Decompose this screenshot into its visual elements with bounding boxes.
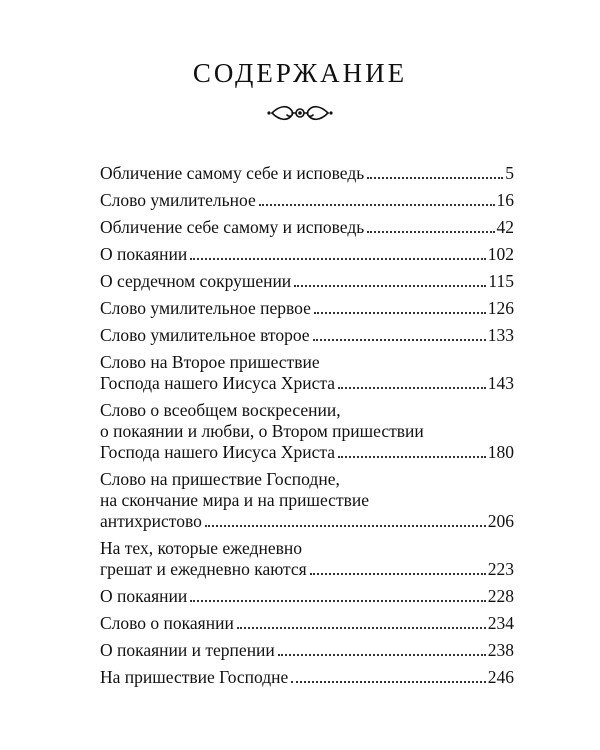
toc-entry-title-line: Обличение самому себе и исповедь: [100, 163, 365, 183]
toc-entry-last-line: [100, 442, 514, 463]
toc-entry-last-line: [100, 325, 514, 346]
dot-leader: [190, 600, 485, 602]
dot-leader: [237, 627, 486, 629]
toc-entry-page-number: 102: [487, 244, 514, 264]
toc-entry[interactable]: [100, 613, 514, 634]
toc-entry-title-line: Слово о всеобщем воскресении,: [100, 400, 341, 420]
toc-entry-page-number: 42: [496, 217, 514, 237]
toc-entry-last-line: [100, 559, 514, 580]
dot-leader: [205, 525, 486, 527]
toc-entry-last-line: [100, 613, 514, 634]
toc-entry-title-line: Слово умилительное: [100, 190, 256, 210]
dot-leader: [259, 204, 495, 206]
toc-entry-title-line: Слово умилительное первое: [100, 298, 311, 318]
dot-leader: [313, 339, 486, 341]
toc-entry-page-number: 223: [487, 559, 514, 579]
toc-entry-title-line: О покаянии и терпении: [100, 640, 275, 660]
toc-entry-page-number: 143: [487, 373, 514, 393]
toc-entry-title-line: антихристово: [100, 511, 202, 531]
toc-entry-page-number: 126: [487, 298, 514, 318]
toc-entry-page-number: 246: [487, 667, 514, 687]
toc-entry-title-line: о покаянии и любви, о Втором пришествии: [100, 421, 424, 441]
toc-entry[interactable]: [100, 586, 514, 607]
toc-entry-page-number: 228: [487, 586, 514, 606]
toc-entry-last-line: [100, 298, 514, 319]
toc-entry-last-line: [100, 373, 514, 394]
toc-entry-page-number: 115: [488, 271, 514, 291]
toc-entry-page-number: 180: [487, 442, 514, 462]
toc-entry-page-number: 238: [487, 640, 514, 660]
toc-entry-title-line: Обличение себе самому и исповедь: [100, 217, 365, 237]
dot-leader: [291, 681, 485, 683]
toc-entry-last-line: [100, 640, 514, 661]
dot-leader: [367, 231, 494, 233]
dot-leader: [190, 258, 485, 260]
toc-entry[interactable]: [100, 217, 514, 238]
page-title: СОДЕРЖАНИЕ: [192, 58, 408, 88]
toc-entry-page-number: 133: [487, 325, 514, 345]
toc-entry-last-line: [100, 586, 514, 607]
toc-entry-title-line: на скончание мира и на пришествие: [100, 490, 369, 510]
toc-entry-title-line: О сердечном сокрушении: [100, 271, 292, 291]
toc-entry-page-number: 5: [505, 163, 514, 183]
dot-leader: [367, 177, 503, 179]
dot-leader: [310, 573, 486, 575]
toc-entry[interactable]: [100, 352, 514, 394]
dot-leader: [294, 285, 486, 287]
toc-entry[interactable]: [100, 190, 514, 211]
toc-entry-last-line: [100, 244, 514, 265]
toc-entry[interactable]: [100, 538, 514, 580]
toc-entry[interactable]: [100, 298, 514, 319]
toc-entry-page-number: 206: [487, 511, 514, 531]
dot-leader: [338, 456, 486, 458]
toc-entry-page-number: 234: [487, 613, 514, 633]
toc-entry-last-line: [100, 217, 514, 238]
toc-entry-title-line: Слово умилительное второе: [100, 325, 310, 345]
toc-entry-title-line: Слово о покаянии: [100, 613, 234, 633]
toc-entry-title-line: грешат и ежедневно каются: [100, 559, 307, 579]
toc-entry-title-line: На тех, которые ежедневно: [100, 538, 302, 558]
toc-entry[interactable]: [100, 163, 514, 184]
toc-entry-last-line: [100, 163, 514, 184]
toc-entry[interactable]: [100, 244, 514, 265]
dot-leader: [278, 654, 486, 656]
dot-leader: [314, 312, 486, 314]
toc-entry[interactable]: [100, 640, 514, 661]
toc-entry-title-line: Слово на Второе пришествие: [100, 352, 320, 372]
toc-entry-last-line: [100, 190, 514, 211]
toc-entry-title-line: О покаянии: [100, 586, 188, 606]
toc-entry-title-line: Господа нашего Иисуса Христа: [100, 442, 335, 462]
dot-leader: [338, 387, 486, 389]
toc-entry[interactable]: [100, 325, 514, 346]
toc-entry-page-number: 16: [496, 190, 514, 210]
toc-entry-last-line: [100, 667, 514, 688]
ornament-icon: [260, 102, 340, 124]
toc-entry-last-line: [100, 511, 514, 532]
toc-entry[interactable]: [100, 469, 514, 532]
toc-entry-last-line: [100, 271, 514, 292]
toc-entry-title-line: Господа нашего Иисуса Христа: [100, 373, 335, 393]
toc-entry-title-line: О покаянии: [100, 244, 188, 264]
toc-entry[interactable]: [100, 271, 514, 292]
toc-entry-title-line: На пришествие Господне: [100, 667, 289, 687]
toc-entry[interactable]: [100, 400, 514, 463]
toc-entry-title-line: Слово на пришествие Господне,: [100, 469, 340, 489]
table-of-contents: [100, 163, 514, 694]
toc-entry[interactable]: [100, 667, 514, 688]
